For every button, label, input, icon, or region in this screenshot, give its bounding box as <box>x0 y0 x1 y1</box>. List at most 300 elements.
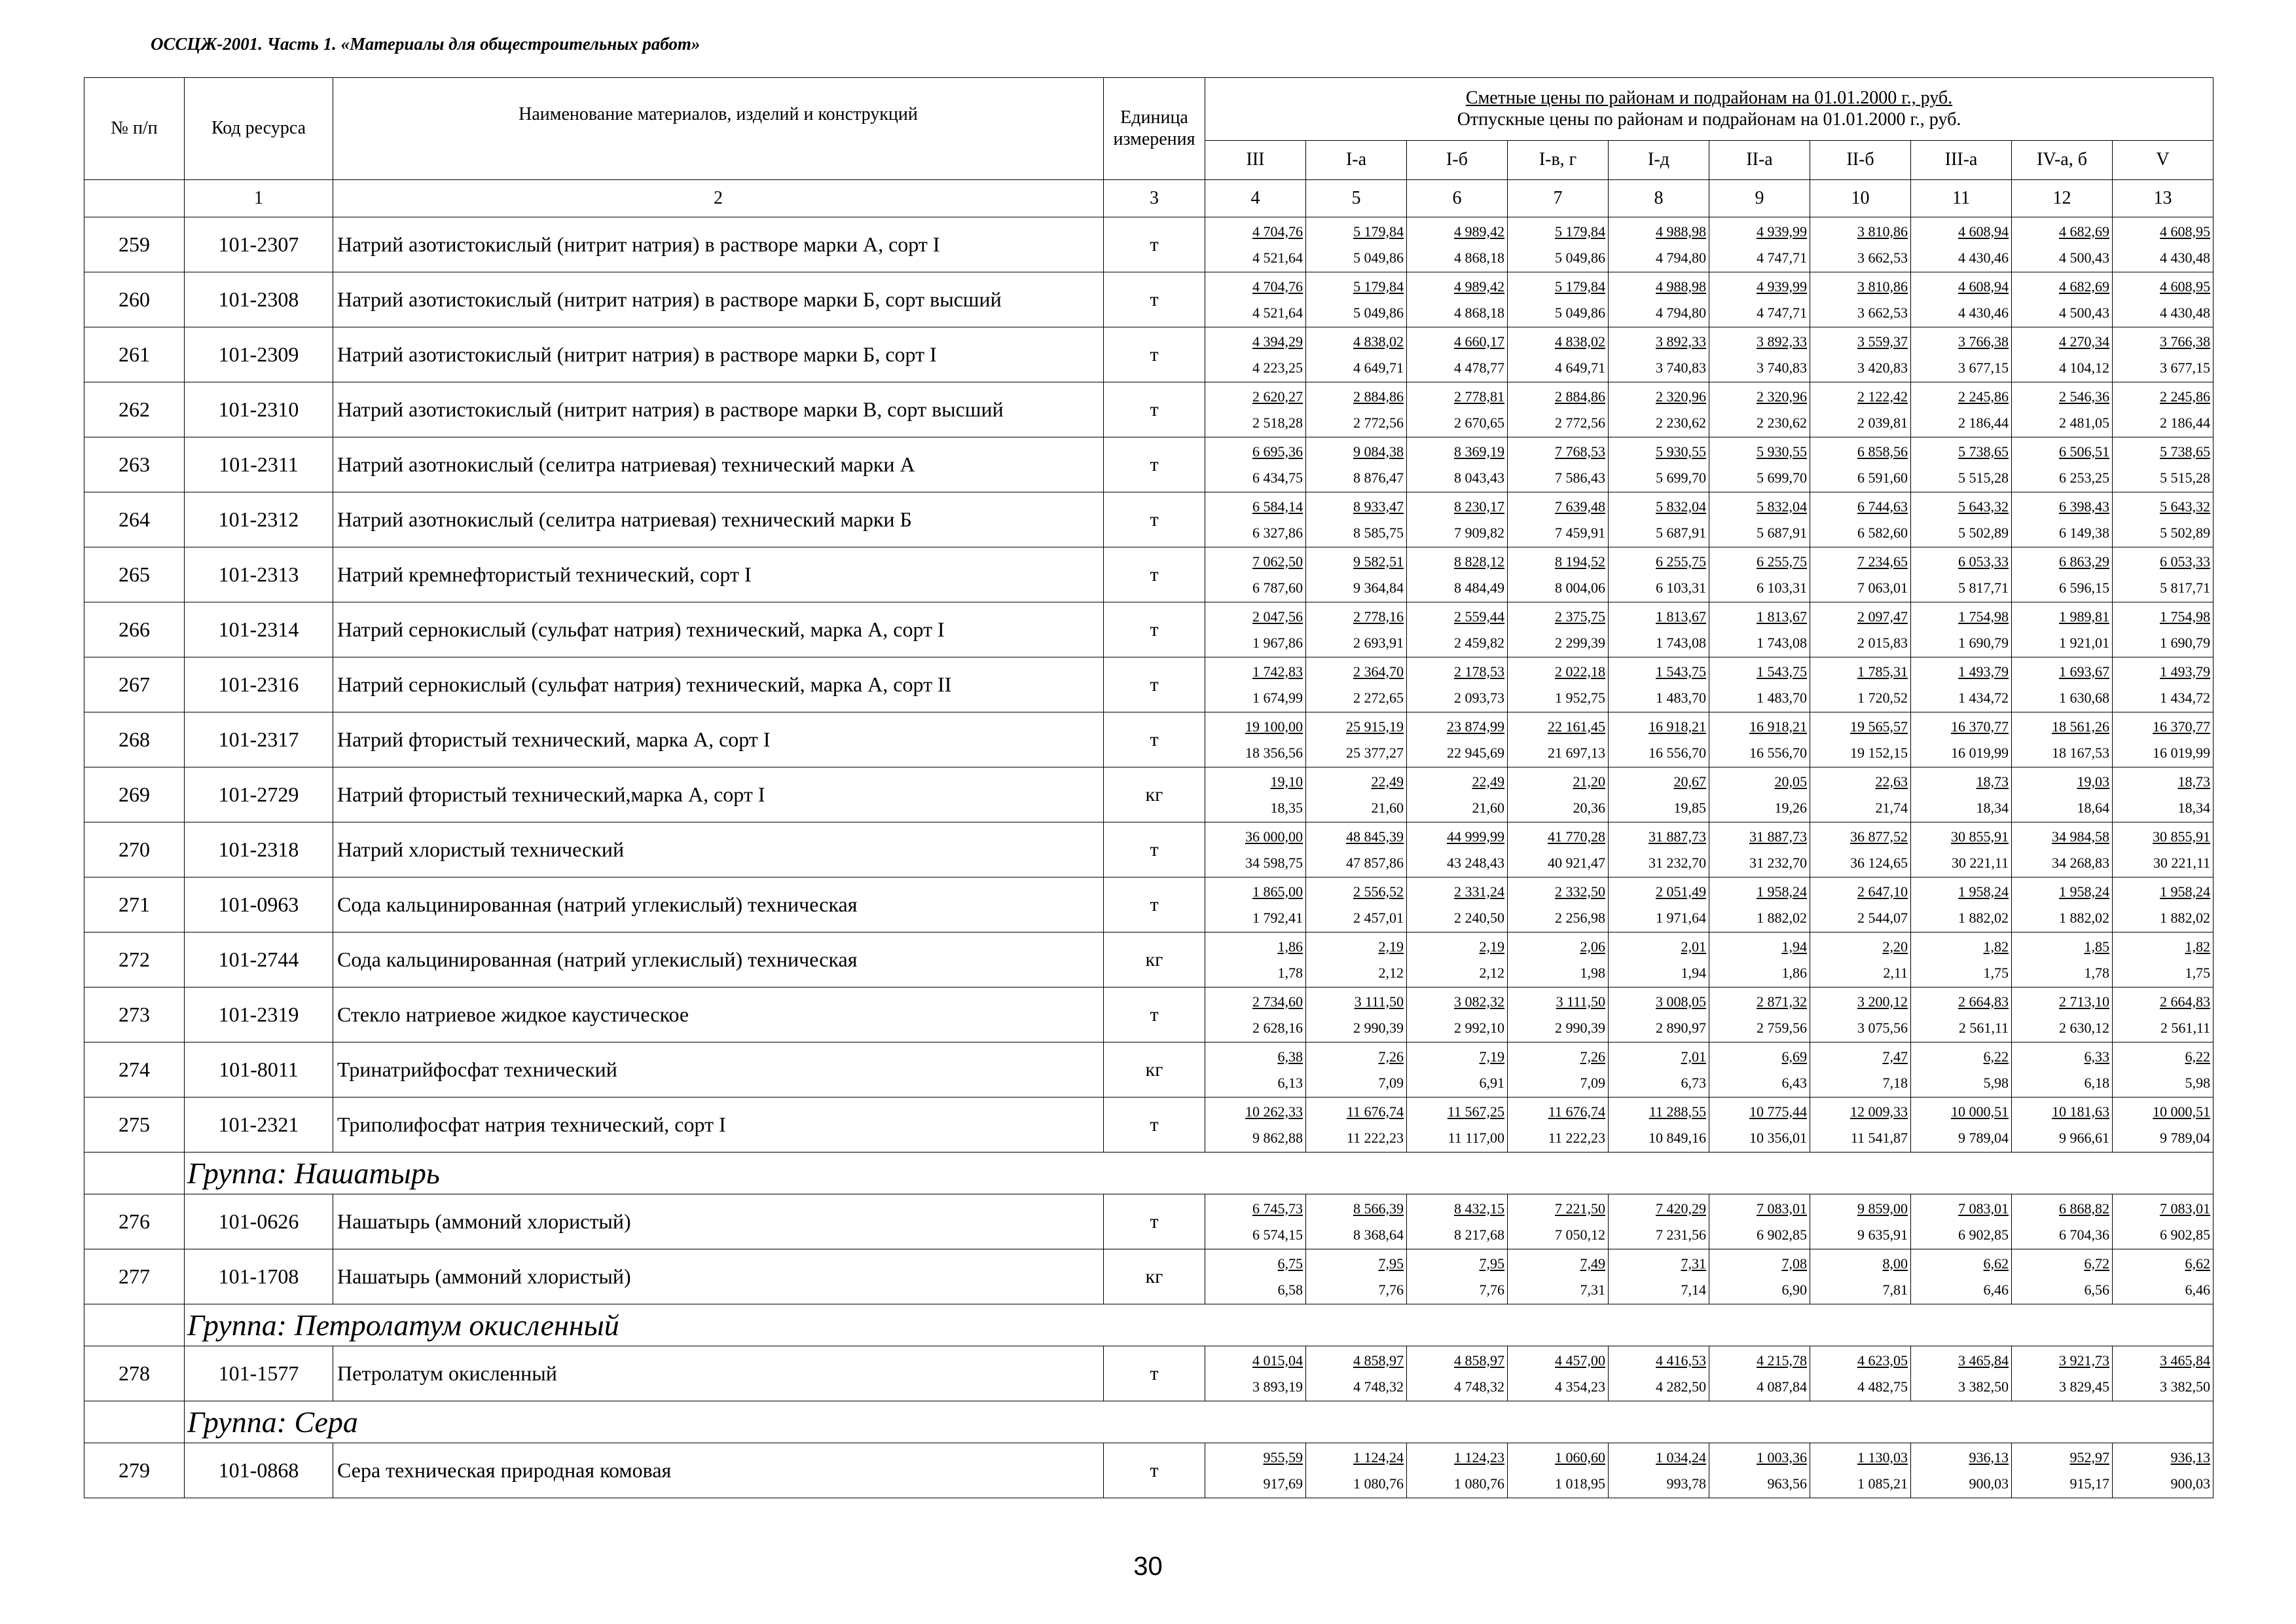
resource-code: 101-2314 <box>185 602 333 657</box>
price-cell <box>1407 217 1508 272</box>
release-price: 9 789,04 <box>1958 1129 2009 1146</box>
header-prices-title: Сметные цены по районам и подрайонам на 01.01.2000 г., руб. <box>1465 88 1953 109</box>
estimate-price: 3 465,84 <box>1958 1352 2009 1369</box>
release-price: 3 420,83 <box>1857 359 1908 376</box>
estimate-price: 20,05 <box>1774 773 1807 790</box>
price-cell <box>1911 602 2012 657</box>
header-region: III-а <box>1911 141 2012 180</box>
release-price: 6 149,38 <box>2059 524 2109 541</box>
row-number: 266 <box>84 602 185 657</box>
release-price: 4 649,71 <box>1353 359 1404 376</box>
release-price: 2 772,56 <box>1555 414 1605 431</box>
unit-of-measure: кг <box>1104 1043 1205 1098</box>
release-price: 6,56 <box>2084 1281 2109 1298</box>
estimate-price: 6 744,63 <box>1857 498 1908 515</box>
price-cell <box>1709 437 1810 492</box>
estimate-price: 6 053,33 <box>1958 553 2009 570</box>
estimate-price: 6,22 <box>2185 1048 2211 1065</box>
price-cell <box>2113 987 2214 1043</box>
estimate-price: 10 181,63 <box>2052 1103 2109 1120</box>
estimate-price: 7,31 <box>1681 1255 1706 1272</box>
estimate-price: 7 768,53 <box>1555 443 1605 460</box>
release-price: 2 992,10 <box>1454 1019 1504 1036</box>
estimate-price: 1 813,67 <box>1656 608 1706 625</box>
release-price: 3 829,45 <box>2059 1378 2109 1395</box>
estimate-price: 5 179,84 <box>1353 278 1404 295</box>
price-cell <box>1306 602 1407 657</box>
price-cell <box>1810 602 1911 657</box>
estimate-price: 4 989,42 <box>1454 278 1504 295</box>
estimate-price: 5 738,65 <box>1958 443 2009 460</box>
estimate-price: 4 270,34 <box>2059 333 2109 350</box>
estimate-price: 4 939,99 <box>1757 223 1807 240</box>
price-cell <box>1306 217 1407 272</box>
estimate-price: 5 179,84 <box>1555 278 1605 295</box>
estimate-price: 2 245,86 <box>2160 388 2211 405</box>
release-price: 2 256,98 <box>1555 909 1605 926</box>
estimate-price: 36 877,52 <box>1850 828 1908 845</box>
release-price: 1 967,86 <box>1252 634 1303 651</box>
estimate-price: 4 988,98 <box>1656 278 1706 295</box>
material-name: Натрий кремнефтористый технический, сорт I <box>333 547 1104 602</box>
estimate-price: 1 493,79 <box>1958 663 2009 680</box>
release-price: 6,46 <box>2185 1281 2211 1298</box>
release-price: 2 039,81 <box>1857 414 1908 431</box>
estimate-price: 2 620,27 <box>1252 388 1303 405</box>
estimate-price: 3 082,32 <box>1454 993 1504 1010</box>
material-name: Сера техническая природная комовая <box>333 1443 1104 1498</box>
price-cell <box>1911 1249 2012 1304</box>
price-cell <box>1709 822 1810 877</box>
release-price: 3 677,15 <box>1958 359 2009 376</box>
material-name: Нашатырь (аммоний хлористый) <box>333 1194 1104 1249</box>
group-title: Группа: Петролатум окисленный <box>185 1304 2214 1346</box>
price-cell <box>1609 767 1709 822</box>
row-number: 262 <box>84 382 185 437</box>
release-price: 4 354,23 <box>1555 1378 1605 1395</box>
price-cell <box>2113 767 2214 822</box>
release-price: 1 882,02 <box>1958 909 2009 926</box>
page-number: 30 <box>1133 1552 1163 1581</box>
release-price: 1,75 <box>2185 964 2211 981</box>
row-number: 271 <box>84 877 185 932</box>
price-cell <box>1407 712 1508 767</box>
unit-of-measure: т <box>1104 1194 1205 1249</box>
material-name: Натрий фтористый технический,марка А, сорт I <box>333 767 1104 822</box>
release-price: 6,58 <box>1277 1281 1303 1298</box>
estimate-price: 3 766,38 <box>1958 333 2009 350</box>
resource-code: 101-2311 <box>185 437 333 492</box>
release-price: 7 909,82 <box>1454 524 1504 541</box>
estimate-price: 5 179,84 <box>1353 223 1404 240</box>
material-name: Натрий азотистокислый (нитрит натрия) в растворе марки В, сорт высший <box>333 382 1104 437</box>
material-name: Сода кальцинированная (натрий углекислый) техническая <box>333 932 1104 987</box>
release-price: 9 364,84 <box>1353 579 1404 596</box>
estimate-price: 6,69 <box>1781 1048 1807 1065</box>
estimate-price: 3 111,50 <box>1556 993 1605 1010</box>
release-price: 1 690,79 <box>2160 634 2211 651</box>
estimate-price: 6,22 <box>1983 1048 2009 1065</box>
estimate-price: 1 958,24 <box>2059 883 2109 900</box>
estimate-price: 1,86 <box>1277 938 1303 955</box>
release-price: 6 103,31 <box>1757 579 1807 596</box>
price-cell <box>1609 327 1709 382</box>
estimate-price: 6,72 <box>2084 1255 2109 1272</box>
price-cell <box>1205 382 1306 437</box>
estimate-price: 2 051,49 <box>1656 883 1706 900</box>
estimate-price: 2,06 <box>1580 938 1605 955</box>
release-price: 1,98 <box>1580 964 1605 981</box>
release-price: 1 483,70 <box>1656 689 1706 706</box>
estimate-price: 19 100,00 <box>1245 718 1303 735</box>
release-price: 2 481,05 <box>2059 414 2109 431</box>
price-cell <box>1709 932 1810 987</box>
estimate-price: 1,82 <box>2185 938 2211 955</box>
release-price: 47 857,86 <box>1346 854 1404 871</box>
price-cell <box>2113 272 2214 327</box>
price-cell <box>1306 932 1407 987</box>
resource-code: 101-0868 <box>185 1443 333 1498</box>
price-cell <box>2113 1346 2214 1401</box>
estimate-price: 6,62 <box>1983 1255 2009 1272</box>
estimate-price: 7,01 <box>1681 1048 1706 1065</box>
resource-code: 101-2316 <box>185 657 333 712</box>
group-title: Группа: Сера <box>185 1401 2214 1443</box>
price-cell <box>1205 272 1306 327</box>
release-price: 8 368,64 <box>1353 1226 1404 1243</box>
release-price: 34 598,75 <box>1245 854 1303 871</box>
release-price: 21,60 <box>1371 799 1404 816</box>
header-region: I-а <box>1306 141 1407 180</box>
estimate-price: 2 320,96 <box>1757 388 1807 405</box>
release-price: 11 541,87 <box>1850 1129 1908 1146</box>
estimate-price: 3 921,73 <box>2059 1352 2109 1369</box>
price-cell <box>1508 437 1609 492</box>
price-cell <box>1911 932 2012 987</box>
estimate-price: 6,38 <box>1277 1048 1303 1065</box>
column-index: 11 <box>1911 180 2012 217</box>
release-price: 25 377,27 <box>1346 744 1404 761</box>
estimate-price: 4 394,29 <box>1252 333 1303 350</box>
estimate-price: 6 255,75 <box>1656 553 1706 570</box>
estimate-price: 4 608,94 <box>1958 278 2009 295</box>
release-price: 8 876,47 <box>1353 469 1404 486</box>
row-number: 278 <box>84 1346 185 1401</box>
price-cell <box>1609 602 1709 657</box>
release-price: 1 085,21 <box>1857 1475 1908 1492</box>
release-price: 5 687,91 <box>1757 524 1807 541</box>
price-cell <box>1911 1043 2012 1098</box>
price-cell <box>1306 1043 1407 1098</box>
column-index: 7 <box>1508 180 1609 217</box>
release-price: 3 382,50 <box>1958 1378 2009 1395</box>
estimate-price: 1 493,79 <box>2160 663 2211 680</box>
estimate-price: 10 000,51 <box>2153 1103 2211 1120</box>
price-cell <box>1508 602 1609 657</box>
release-price: 1 434,72 <box>1958 689 2009 706</box>
estimate-price: 2 364,70 <box>1353 663 1404 680</box>
estimate-price: 2 178,53 <box>1454 663 1504 680</box>
row-number: 275 <box>84 1098 185 1153</box>
price-cell <box>2113 547 2214 602</box>
release-price: 6 704,36 <box>2059 1226 2109 1243</box>
release-price: 9 789,04 <box>2160 1129 2211 1146</box>
row-number: 269 <box>84 767 185 822</box>
estimate-price: 8 230,17 <box>1454 498 1504 515</box>
price-cell <box>2012 1098 2113 1153</box>
estimate-price: 8 566,39 <box>1353 1200 1404 1217</box>
release-price: 21 697,13 <box>1548 744 1605 761</box>
estimate-price: 48 845,39 <box>1346 828 1404 845</box>
estimate-price: 8 194,52 <box>1555 553 1605 570</box>
price-cell <box>1508 327 1609 382</box>
release-price: 4 521,64 <box>1252 249 1303 266</box>
release-price: 1,78 <box>2084 964 2109 981</box>
price-cell <box>1205 987 1306 1043</box>
price-cell <box>1407 932 1508 987</box>
release-price: 6,90 <box>1781 1281 1807 1298</box>
price-cell <box>1911 382 2012 437</box>
release-price: 4 282,50 <box>1656 1378 1706 1395</box>
header-region: III <box>1205 141 1306 180</box>
estimate-price: 19,03 <box>2077 773 2109 790</box>
release-price: 31 232,70 <box>1749 854 1807 871</box>
estimate-price: 936,13 <box>1969 1449 2009 1466</box>
column-index: 9 <box>1709 180 1810 217</box>
price-cell <box>1205 1043 1306 1098</box>
estimate-price: 2 097,47 <box>1857 608 1908 625</box>
resource-code: 101-2729 <box>185 767 333 822</box>
estimate-price: 10 000,51 <box>1951 1103 2009 1120</box>
release-price: 3 893,19 <box>1252 1378 1303 1395</box>
release-price: 1 743,08 <box>1656 634 1706 651</box>
price-cell <box>1911 437 2012 492</box>
estimate-price: 7 083,01 <box>1757 1200 1807 1217</box>
release-price: 5 817,71 <box>1958 579 2009 596</box>
price-cell <box>1609 877 1709 932</box>
estimate-price: 7,49 <box>1580 1255 1605 1272</box>
release-price: 2 299,39 <box>1555 634 1605 651</box>
release-price: 2 272,65 <box>1353 689 1404 706</box>
release-price: 6,43 <box>1781 1074 1807 1091</box>
column-index: 10 <box>1810 180 1911 217</box>
estimate-price: 4 704,76 <box>1252 278 1303 295</box>
estimate-price: 5 738,65 <box>2160 443 2211 460</box>
release-price: 6 591,60 <box>1857 469 1908 486</box>
price-cell <box>1810 822 1911 877</box>
price-cell <box>1306 547 1407 602</box>
estimate-price: 1 060,60 <box>1555 1449 1605 1466</box>
release-price: 993,78 <box>1666 1475 1706 1492</box>
release-price: 7 231,56 <box>1656 1226 1706 1243</box>
price-cell <box>1205 1194 1306 1249</box>
price-cell <box>2113 712 2214 767</box>
release-price: 2 457,01 <box>1353 909 1404 926</box>
row-number: 277 <box>84 1249 185 1304</box>
group-row <box>84 1401 2214 1443</box>
release-price: 7,09 <box>1580 1074 1605 1091</box>
release-price: 2 990,39 <box>1353 1019 1404 1036</box>
price-cell <box>1407 987 1508 1043</box>
price-cell <box>1407 1249 1508 1304</box>
price-cell <box>1911 327 2012 382</box>
release-price: 4 747,71 <box>1757 304 1807 321</box>
material-name: Триполифосфат натрия технический, сорт I <box>333 1098 1104 1153</box>
header-unit: Единица измерения <box>1104 78 1205 180</box>
price-cell <box>1508 932 1609 987</box>
resource-code: 101-1708 <box>185 1249 333 1304</box>
price-cell <box>1810 657 1911 712</box>
price-cell <box>1911 987 2012 1043</box>
material-name: Стекло натриевое жидкое каустическое <box>333 987 1104 1043</box>
release-price: 6 902,85 <box>2160 1226 2211 1243</box>
estimate-price: 2 647,10 <box>1857 883 1908 900</box>
price-cell <box>1407 1346 1508 1401</box>
estimate-price: 1 958,24 <box>2160 883 2211 900</box>
release-price: 6,18 <box>2084 1074 2109 1091</box>
price-cell <box>2113 437 2214 492</box>
price-cell <box>2012 382 2113 437</box>
row-number: 279 <box>84 1443 185 1498</box>
price-cell <box>1306 987 1407 1043</box>
price-cell <box>1609 1249 1709 1304</box>
table-row <box>84 987 2214 1043</box>
resource-code: 101-0626 <box>185 1194 333 1249</box>
release-price: 9 966,61 <box>2059 1129 2109 1146</box>
price-cell <box>1810 1194 1911 1249</box>
material-name: Натрий азотистокислый (нитрит натрия) в растворе марки А, сорт I <box>333 217 1104 272</box>
release-price: 1 080,76 <box>1353 1475 1404 1492</box>
price-cell <box>1306 877 1407 932</box>
resource-code: 101-2318 <box>185 822 333 877</box>
price-cell <box>1709 877 1810 932</box>
price-cell <box>1407 1194 1508 1249</box>
row-number: 265 <box>84 547 185 602</box>
price-cell <box>1810 712 1911 767</box>
release-price: 5 687,91 <box>1656 524 1706 541</box>
unit-of-measure: кг <box>1104 1249 1205 1304</box>
release-price: 11 117,00 <box>1448 1129 1504 1146</box>
price-cell <box>1810 382 1911 437</box>
release-price: 4 430,46 <box>1958 249 2009 266</box>
estimate-price: 1 865,00 <box>1252 883 1303 900</box>
price-cell <box>1911 657 2012 712</box>
price-cell <box>1205 767 1306 822</box>
price-cell <box>1810 217 1911 272</box>
release-price: 11 222,23 <box>1346 1129 1404 1146</box>
price-cell <box>1609 657 1709 712</box>
material-name: Сода кальцинированная (натрий углекислый) техническая <box>333 877 1104 932</box>
release-price: 11 222,23 <box>1548 1129 1605 1146</box>
estimate-price: 16 370,77 <box>1951 718 2009 735</box>
price-cell <box>1810 1098 1911 1153</box>
resource-code: 101-2321 <box>185 1098 333 1153</box>
price-cell <box>1609 382 1709 437</box>
price-cell <box>1508 767 1609 822</box>
estimate-price: 6 863,29 <box>2059 553 2109 570</box>
release-price: 2 186,44 <box>1958 414 2009 431</box>
table-row <box>84 1249 2214 1304</box>
release-price: 18 356,56 <box>1245 744 1303 761</box>
price-cell <box>2012 1043 2113 1098</box>
price-cell <box>2012 327 2113 382</box>
release-price: 6 596,15 <box>2059 579 2109 596</box>
price-cell <box>1508 1194 1609 1249</box>
price-cell <box>1810 767 1911 822</box>
estimate-price: 6 053,33 <box>2160 553 2211 570</box>
release-price: 4 748,32 <box>1454 1378 1504 1395</box>
estimate-price: 7,08 <box>1781 1255 1807 1272</box>
price-cell <box>2012 1194 2113 1249</box>
release-price: 36 124,65 <box>1850 854 1908 871</box>
column-index: 5 <box>1306 180 1407 217</box>
estimate-price: 7,95 <box>1378 1255 1404 1272</box>
price-cell <box>1609 437 1709 492</box>
release-price: 917,69 <box>1263 1475 1303 1492</box>
estimate-price: 2 734,60 <box>1252 993 1303 1010</box>
estimate-price: 8 933,47 <box>1353 498 1404 515</box>
release-price: 2 693,91 <box>1353 634 1404 651</box>
estimate-price: 22,49 <box>1371 773 1404 790</box>
estimate-price: 3 810,86 <box>1857 223 1908 240</box>
row-number: 276 <box>84 1194 185 1249</box>
price-cell <box>1306 1443 1407 1498</box>
price-cell <box>1609 1194 1709 1249</box>
estimate-price: 2 245,86 <box>1958 388 2009 405</box>
price-cell <box>1609 1098 1709 1153</box>
estimate-price: 16 370,77 <box>2153 718 2211 735</box>
release-price: 16 556,70 <box>1749 744 1807 761</box>
price-cell <box>1911 272 2012 327</box>
estimate-price: 1 813,67 <box>1757 608 1807 625</box>
release-price: 9 862,88 <box>1252 1129 1303 1146</box>
price-cell <box>1407 327 1508 382</box>
release-price: 22 945,69 <box>1447 744 1504 761</box>
resource-code: 101-2744 <box>185 932 333 987</box>
estimate-price: 1 124,23 <box>1454 1449 1504 1466</box>
release-price: 18,34 <box>2178 799 2211 816</box>
estimate-price: 4 416,53 <box>1656 1352 1706 1369</box>
price-cell <box>1609 1443 1709 1498</box>
estimate-price: 2 332,50 <box>1555 883 1605 900</box>
price-cell <box>2012 1346 2113 1401</box>
release-price: 915,17 <box>2069 1475 2109 1492</box>
estimate-price: 4 838,02 <box>1555 333 1605 350</box>
price-cell <box>1508 1098 1609 1153</box>
release-price: 5 817,71 <box>2160 579 2211 596</box>
release-price: 2 544,07 <box>1857 909 1908 926</box>
estimate-price: 34 984,58 <box>2052 828 2109 845</box>
unit-of-measure: т <box>1104 822 1205 877</box>
release-price: 2 015,83 <box>1857 634 1908 651</box>
price-cell <box>2012 822 2113 877</box>
release-price: 1 434,72 <box>2160 689 2211 706</box>
price-cell <box>1306 822 1407 877</box>
estimate-price: 952,97 <box>2069 1449 2109 1466</box>
price-cell <box>1306 492 1407 547</box>
material-name: Тринатрийфосфат технический <box>333 1043 1104 1098</box>
release-price: 2 518,28 <box>1252 414 1303 431</box>
price-cell <box>2012 437 2113 492</box>
price-cell <box>1709 602 1810 657</box>
estimate-price: 6 745,73 <box>1252 1200 1303 1217</box>
price-cell <box>1810 327 1911 382</box>
release-price: 1 882,02 <box>2160 909 2211 926</box>
release-price: 4 748,32 <box>1353 1378 1404 1395</box>
unit-of-measure: т <box>1104 1443 1205 1498</box>
header-region: II-а <box>1709 141 1810 180</box>
estimate-price: 20,67 <box>1673 773 1706 790</box>
